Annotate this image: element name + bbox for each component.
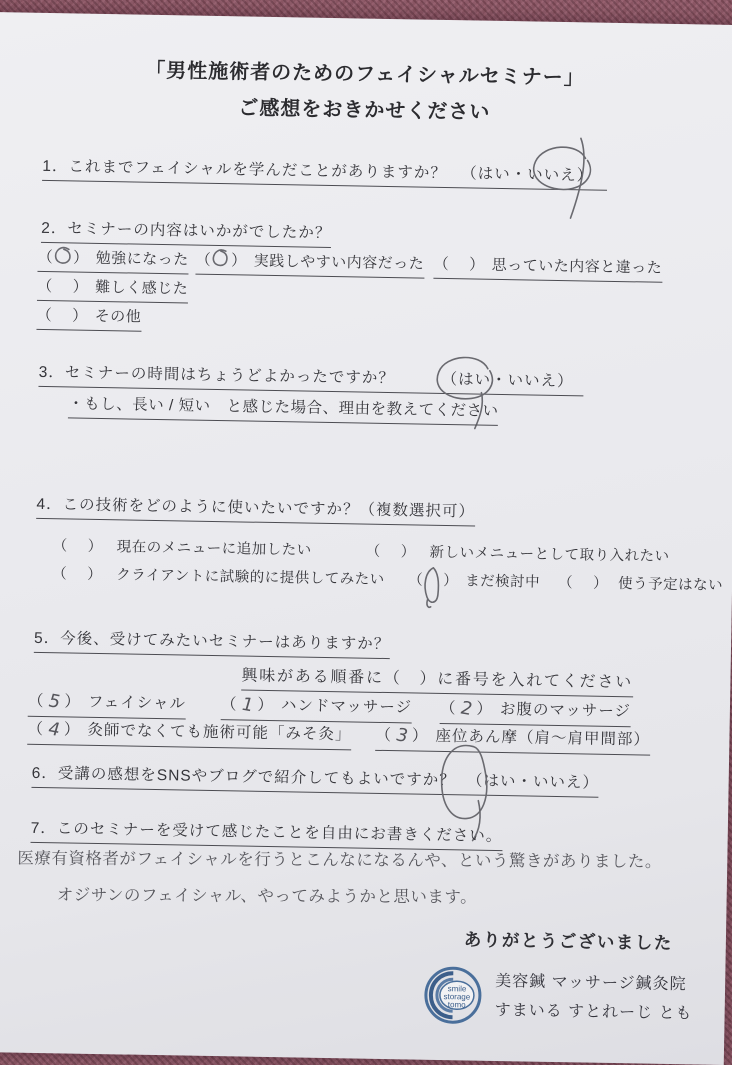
q5-item-misokyu xyxy=(27,717,351,751)
q5-item-1-label: ハンドマッサージ xyxy=(280,697,413,717)
q1-answer-circle-iie xyxy=(524,129,606,230)
q4-option-kentochu xyxy=(408,568,540,591)
clinic-name-line1: 美容鍼 マッサージ鍼灸院 xyxy=(495,972,687,994)
paren-close: ） xyxy=(476,700,494,718)
paren-close: ） xyxy=(73,249,89,267)
q2-option-muzukashii xyxy=(37,275,188,304)
question-6 xyxy=(31,761,599,798)
q5-item-0-label: フェイシャル xyxy=(87,693,187,713)
paren-close: ） xyxy=(87,566,103,584)
question-2-header xyxy=(41,216,332,248)
logo-text-tomo: tomo xyxy=(447,1000,466,1010)
form-title-line2: ご感想をおきかせください xyxy=(238,97,491,124)
paren-open: （ xyxy=(365,543,381,560)
q2-option-0-checkbox xyxy=(53,248,73,264)
q2-option-2-label: 思っていた内容と違った xyxy=(491,256,663,277)
q2-option-1-label: 実践しやすい内容だった xyxy=(253,252,425,273)
handwritten-circle-mark xyxy=(208,246,234,272)
paren-close: ） xyxy=(257,696,275,715)
q5-item-facial xyxy=(28,689,186,720)
q5-item-onaka xyxy=(440,696,632,727)
handwritten-oval-mark xyxy=(420,566,445,612)
q2-label: 2．セミナーの内容はいかがでしたか？ xyxy=(41,219,332,242)
paren-open: （ xyxy=(37,277,53,296)
q5-item-hand xyxy=(221,692,413,723)
q6-label: 6．受講の感想をSNSやブログで紹介してもよいですか？ xyxy=(31,764,456,790)
q1-label: 1．これまでフェイシャルを学んだことがありますか？ xyxy=(42,157,447,182)
q4-option-yoteinai xyxy=(558,571,723,595)
q5-item-3-label: 灸師でなくても施術可能「みそ灸」 xyxy=(87,721,352,744)
clinic-name-block xyxy=(494,967,693,1028)
form-title xyxy=(0,50,732,135)
question-4-header xyxy=(36,492,475,527)
paren-open: （ xyxy=(439,699,457,718)
q4-option-4-checkbox xyxy=(573,573,593,589)
q7-handwritten-answer-line2: オジサンのフェイシャル、やってみようかと思います。 xyxy=(56,886,478,907)
q4-option-2-label: クライアントに試験的に提供してみたい xyxy=(116,567,385,588)
q2-option-jissen xyxy=(195,249,424,279)
paren-open: （ xyxy=(557,575,574,592)
paren-close: ） xyxy=(592,575,609,592)
q5-instruction xyxy=(241,662,633,697)
q4-option-client xyxy=(52,562,385,589)
q4-option-genzai xyxy=(53,534,312,560)
paren-close: ） xyxy=(72,307,88,325)
paren-close: ） xyxy=(64,693,82,711)
paren-close: ） xyxy=(72,278,89,296)
paren-open: （ xyxy=(433,255,450,274)
paren-close: ） xyxy=(63,721,81,739)
logo-text-storage: storage xyxy=(443,992,471,1002)
q4-option-4-label: 使う予定はない xyxy=(617,576,724,594)
q7-handwritten-answer-line1: 医療有資格者がフェイシャルを行うとこんなになるんや、という驚きがありました。 xyxy=(17,849,662,871)
q4-label: 4．この技術をどのように使いたいですか？（複数選択可） xyxy=(36,495,476,521)
q5-item-1-rank: 1 xyxy=(238,693,257,717)
q4-option-1-checkbox xyxy=(381,542,401,558)
q5-item-2-rank: 2 xyxy=(457,697,476,721)
logo-text-smile: smile xyxy=(447,984,467,994)
paren-open: （ xyxy=(195,251,212,269)
q5-item-zai-anma xyxy=(375,723,650,756)
q2-option-3-checkbox xyxy=(53,277,73,293)
q3-sub-label: ・もし、長い / 短い と感じた場合、理由を教えてください xyxy=(68,395,499,420)
paren-open: （ xyxy=(37,248,54,267)
clinic-footer xyxy=(422,965,693,1030)
handwritten-circle-mark xyxy=(50,243,76,269)
paren-close: ） xyxy=(442,572,459,590)
q2-option-4-checkbox xyxy=(52,306,72,322)
paren-close: ） xyxy=(469,256,485,274)
q4-option-3-checkbox xyxy=(423,571,443,587)
q4-option-2-checkbox xyxy=(67,564,87,580)
q2-option-4-label: その他 xyxy=(94,307,142,326)
q4-option-0-checkbox xyxy=(68,536,88,552)
q5-label: 5．今後、受けてみたいセミナーはありますか？ xyxy=(33,629,391,654)
q5-item-3-rank: 4 xyxy=(44,718,64,741)
q5-item-2-label: お腹のマッサージ xyxy=(499,701,632,721)
q1-yes-no-options: （はい・いいえ） xyxy=(461,165,594,185)
paren-close: ） xyxy=(87,538,103,556)
q7-label: 7．このセミナーを受けて感じたことを自由にお書きください。 xyxy=(30,819,503,846)
q2-option-0-label: 勉強になった xyxy=(95,249,189,269)
paren-open: （ xyxy=(52,566,68,583)
paren-open: （ xyxy=(27,720,45,739)
q5-instruction-label: 興味がある順番に（ ）に番号を入れてください xyxy=(241,667,634,692)
q5-item-4-label: 座位あん摩（肩〜肩甲間部） xyxy=(435,727,651,749)
thanks-message: ありがとうございました xyxy=(463,929,674,954)
paren-open: （ xyxy=(27,692,45,711)
q2-option-1-checkbox xyxy=(211,251,231,267)
q5-item-0-rank: 5 xyxy=(45,690,64,713)
q4-option-0-label: 現在のメニューに追加したい xyxy=(116,539,312,559)
q5-item-4-rank: 3 xyxy=(392,724,411,748)
q4-option-atarashii xyxy=(365,540,669,566)
paren-open: （ xyxy=(36,306,53,325)
paren-close: ） xyxy=(231,252,247,270)
survey-paper xyxy=(0,12,732,1065)
q2-option-sonota xyxy=(36,304,141,332)
paren-open: （ xyxy=(220,696,238,714)
q4-option-3-label: まだ検討中 xyxy=(464,573,541,591)
paren-open: （ xyxy=(375,726,393,745)
q2-option-benkyo xyxy=(37,246,188,275)
q2-option-2-checkbox xyxy=(449,255,469,271)
q4-option-1-label: 新しいメニューとして取り入れたい xyxy=(429,544,670,565)
q2-option-chigatta xyxy=(433,253,662,283)
question-1 xyxy=(42,154,607,191)
paren-close: ） xyxy=(400,544,416,561)
paren-open: （ xyxy=(408,572,424,589)
form-title-line1: 「男性施術者のためのフェイシャルセミナー」 xyxy=(144,59,585,90)
q2-option-3-label: 難しく感じた xyxy=(95,278,189,298)
clinic-name-line2: すまいる すとれーじ とも xyxy=(494,1001,693,1023)
paren-open: （ xyxy=(52,538,68,555)
question-5-header xyxy=(34,626,391,659)
q6-yes-no-options: （はい・いいえ） xyxy=(466,772,600,792)
paren-close: ） xyxy=(411,727,429,745)
q3-yes-no-options: （はい・いいえ） xyxy=(441,370,574,391)
clinic-logo-icon xyxy=(422,965,483,1026)
q3-label: 3．セミナーの時間はちょうどよかったですか？ xyxy=(38,363,395,388)
